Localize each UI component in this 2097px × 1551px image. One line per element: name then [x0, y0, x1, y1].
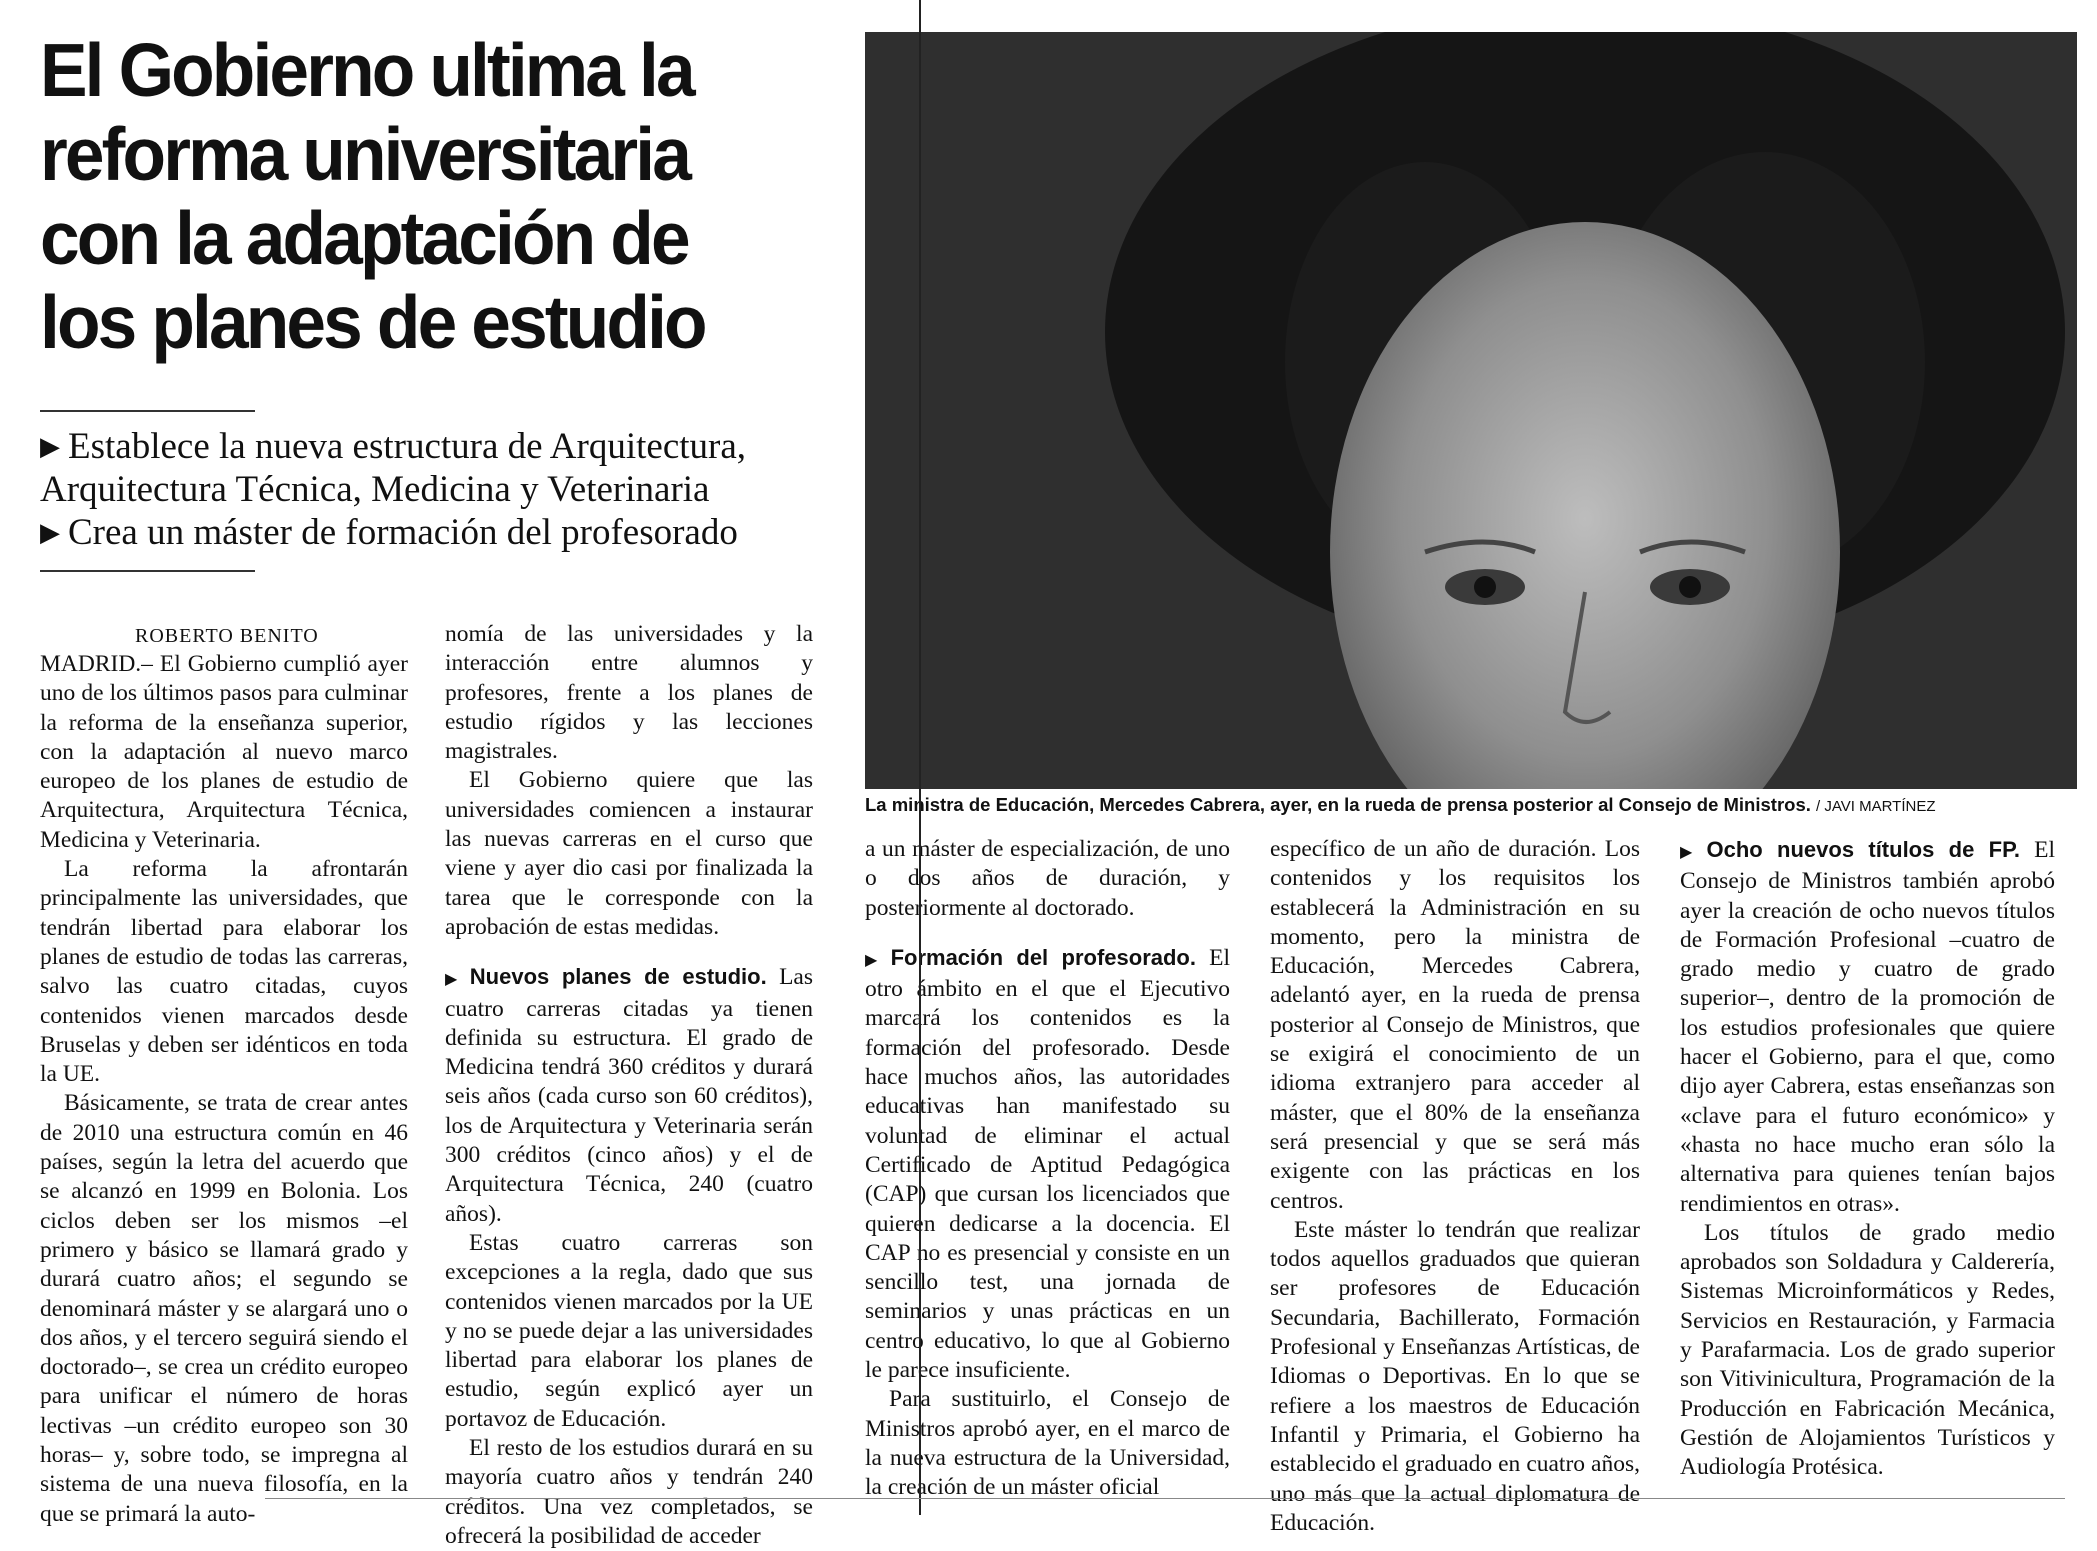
deck-text: Crea un máster de formación del profesorado	[68, 512, 738, 553]
paragraph: Este máster lo tendrán que realizar todos aquellos graduados que quieran ser profesores de Educación Secundaria, Bachillerato, Formación Profesional y Enseñanzas Artísticas, de Idiomas o Deportivas. En lo que se refiere a los maestros de Educación Infantil y Primaria, el Gobierno ha establecido el graduado en cuatro años, uno más que la actual diplomatura de Educación.	[1270, 1216, 1640, 1536]
section-paragraph	[1680, 835, 2055, 1219]
article-column-4	[1270, 835, 1640, 1538]
photo-caption	[865, 794, 2077, 816]
triangle-bullet-icon: ▶	[1680, 844, 1701, 861]
divider-rule	[40, 410, 255, 412]
photo-credit: / JAVI MARTÍNEZ	[1816, 798, 1936, 815]
triangle-bullet-icon: ▶	[445, 971, 464, 989]
deck-item	[40, 511, 850, 554]
deck-item	[40, 425, 850, 468]
paragraph: a un máster de especialización, de uno o dos años de duración, y posteriormente al doctorado.	[865, 836, 1230, 921]
byline: ROBERTO BENITO	[135, 625, 319, 647]
triangle-bullet-icon: ▶	[865, 951, 885, 969]
section-heading: Nuevos planes de estudio.	[469, 964, 767, 990]
article-column-5	[1680, 835, 2055, 1483]
headline-line: reforma universitaria	[40, 112, 689, 196]
paragraph-text: El Consejo de Ministros también aprobó ayer la creación de ocho nuevos títulos de Formación Profesional –cuatro de grado medio y cuatro de grado superior–, dentro de la promoción de los estudios profesionales que quiere hacer el Gobierno, para el que, como dijo ayer Cabrera, estas enseñanzas son «clave para el futuro económico» y «hasta no hace mucho eran sólo la alternativa para quienes tenían bajos rendimientos en otras».	[1680, 837, 2055, 1217]
portrait-image	[865, 32, 2077, 789]
paragraph: nomía de las universidades y la interacción entre alumnos y profesores, frente a los planes de estudio rígidos y las lecciones magistrales.	[445, 621, 813, 765]
deck-text: Establece la nueva estructura de Arquitectura,	[68, 426, 747, 467]
photo	[865, 32, 2077, 789]
section-heading: Ocho nuevos títulos de FP.	[1706, 837, 2021, 862]
headline-line: El Gobierno ultima la	[40, 28, 693, 112]
bottom-rule	[265, 1498, 2065, 1499]
headline-line: los planes de estudio	[40, 280, 705, 364]
paragraph: Los títulos de grado medio aprobados son Soldadura y Calderería, Sistemas Microinformáticos y Redes, Servicios en Restauración, y Farmacia y Parafarmacia. Los de grado superior son Vitivinicultura, Programación de la Producción en Fabricación Mecánica, Gestión de Alojamientos Turísticos y Audiología Protésica.	[1680, 1219, 2055, 1481]
paragraph-text: Las cuatro carreras citadas ya tienen definida su estructura. El grado de Medicina tendrá 360 créditos y durará seis años (cada curso son 60 créditos), los de Arquitectura y Veterinaria serán 300 créditos (cinco años) y el de Arquitectura Técnica, 240 (cuatro años).	[445, 964, 814, 1227]
article-column-1	[40, 650, 408, 1529]
section-paragraph	[445, 962, 813, 1229]
caption-text: La ministra de Educación, Mercedes Cabrera, ayer, en la rueda de prensa posterior al Consejo de Ministros.	[865, 794, 1811, 815]
paragraph: La reforma la afrontarán principalmente las universidades, que tendrán libertad para elaborar los planes de estudio de todas las carreras, salvo las cuatro citadas, cuyos contenidos vienen marcados desde Bruselas y deben ser idénticos en toda la UE.	[40, 856, 408, 1088]
page-fold-line	[919, 0, 921, 1515]
paragraph: específico de un año de duración. Los contenidos y los requisitos los establecerá la Administración en su momento, pero la ministra de Educación, Mercedes Cabrera, adelantó ayer, en la rueda de prensa posterior al Consejo de Ministros, que se exigirá el conocimiento de un idioma extranjero para acceder al máster, que el 80% de la enseñanza será presencial y que se será más exigente con las prácticas en los centros.	[1270, 836, 1640, 1214]
paragraph-text: El otro ámbito en el que el Ejecutivo marcará los contenidos es la formación del profesorado. Desde hace muchos años, las autoridades educativas han manifestado su voluntad de eliminar el actual Certificado de Aptitud Pedagógica (CAP) que cursan los licenciados que quieren dedicarse a la docencia. El CAP no es presencial y consiste en un sencillo test, una jornada de seminarios y unas prácticas en un centro educativo, lo que al Gobierno le parece insuficiente.	[865, 944, 1231, 1384]
paragraph: Para sustituirlo, el Consejo de Ministros aprobó ayer, en el marco de la nueva estructura de la Universidad, la creación de un máster oficial	[865, 1386, 1230, 1501]
headline	[40, 28, 800, 364]
triangle-bullet-icon: ▶	[40, 432, 60, 461]
subheadline-deck	[40, 425, 850, 554]
headline-line: con la adaptación de	[40, 196, 688, 280]
article-column-2	[445, 620, 813, 1551]
paragraph: El resto de los estudios durará en su mayoría cuatro años y tendrán 240 créditos. Una vez completados, se ofrecerá la posibilidad de acceder	[445, 1435, 813, 1549]
triangle-bullet-icon: ▶	[40, 518, 60, 547]
paragraph: Básicamente, se trata de crear antes de 2010 una estructura común en 46 países, según la letra del acuerdo que se alcanzó en 1999 en Bolonia. Los ciclos deben ser los mismos –el primero y básico se llamará grado y durará cuatro años; el segundo se denominará máster y se alargará uno o dos años, y el tercero seguirá siendo el doctorado–, se crea un crédito europeo para unificar el número de horas lectivas –un crédito europeo son 30 horas– y, sobre todo, se impregna al sistema de una nueva filosofía, en la que se primará la auto-	[40, 1090, 408, 1527]
section-heading: Formación del profesorado.	[890, 944, 1196, 970]
divider-rule	[40, 570, 255, 572]
deck-text: Arquitectura Técnica, Medicina y Veterinaria	[40, 469, 710, 510]
paragraph: MADRID.– El Gobierno cumplió ayer uno de los últimos pasos para culminar la reforma de la enseñanza superior, con la adaptación al nuevo marco europeo de los planes de estudio de Arquitectura, Arquitectura Técnica, Medicina y Veterinaria.	[40, 651, 408, 853]
paragraph: El Gobierno quiere que las universidades comiencen a instaurar las nuevas carreras en el curso que viene y ayer dio casi por finalizada la tarea que le corresponde con la aprobación de estas medidas.	[445, 767, 813, 940]
deck-item-continued	[40, 468, 850, 511]
paragraph: Estas cuatro carreras son excepciones a la regla, dado que sus contenidos vienen marcados por la UE y no se puede dejar a las universidades libertad para elaborar los planes de estudio, según explicó ayer un portavoz de Educación.	[445, 1229, 813, 1432]
